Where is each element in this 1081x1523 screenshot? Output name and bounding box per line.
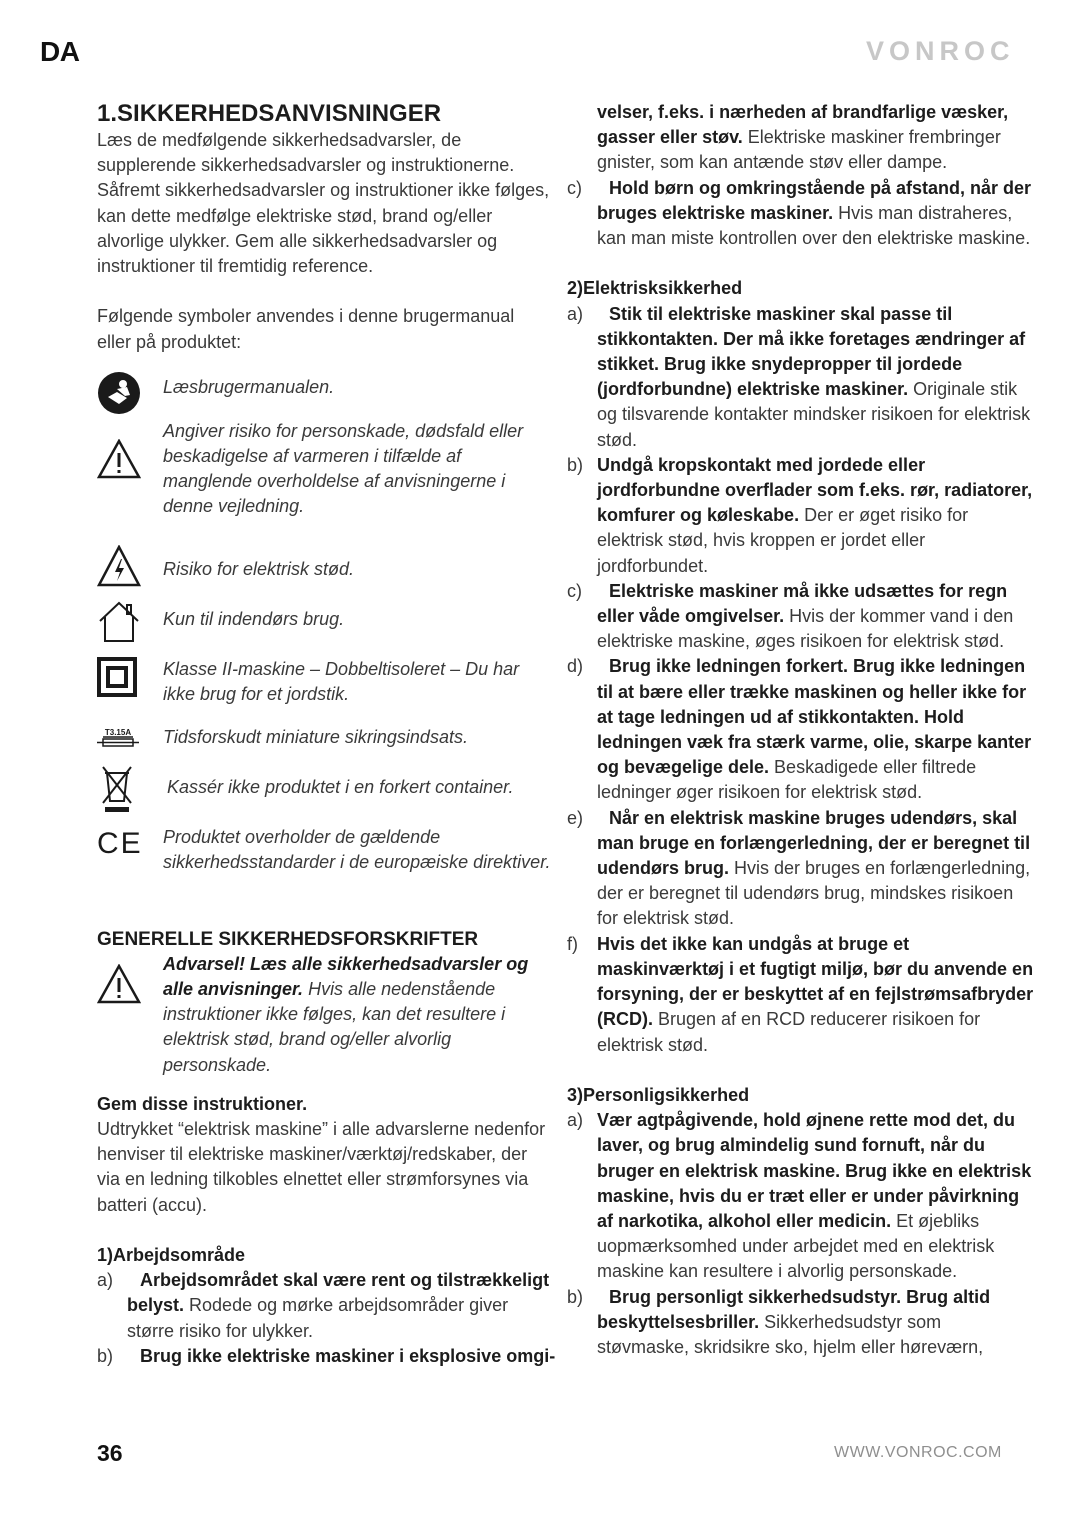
fuse-icon-label: T3.15A	[104, 727, 132, 737]
symbol-text: Risiko for elektrisk stød.	[163, 558, 355, 579]
warning-icon	[97, 439, 141, 479]
warning-icon	[97, 964, 141, 1004]
symbol-row-weee	[97, 763, 552, 815]
symbol-text: Kassér ikke produktet i en forkert container.	[167, 776, 514, 797]
electric-shock-icon	[97, 545, 141, 587]
language-code: DA	[40, 36, 80, 67]
symbol-row-fuse	[97, 713, 552, 763]
general-warning-bold: Advarsel! Læs alle sikkerhedsadvarsler og alle anvisninger.	[163, 953, 529, 1000]
ce-mark-icon: CE	[97, 826, 143, 860]
symbol-row-warning	[97, 419, 552, 545]
symbol-row-indoor	[97, 595, 552, 645]
symbol-text: Klasse II-maskine – Dobbeltisoleret – Du har ikke brug for et jordstik.	[163, 658, 520, 705]
general-warning-row	[97, 952, 552, 1078]
website-url: WWW.VONROC.COM	[834, 1444, 1002, 1461]
list-item: e) Når en elektrisk maskine bruges udendørs, skal man bruge en forlængerledning, der er beregnet til udendørs brug. Hvis der bruges en forlængerledning, der er beregnet til udendørs brug, mindskes risikoen for elektrisk stød.	[567, 807, 1031, 929]
symbol-row-class-ii	[97, 645, 552, 713]
fuse-icon	[97, 727, 139, 749]
list-item: d) Brug ikke ledningen forkert. Brug ikke ledningen til at bære eller trække maskinen og heller ikke for at tage ledningen ud af stikkontakten. Hold ledningen væk fra stærk varme, olie, skarpe kanter og bevægelige dele. Beskadigede eller filtrede ledninger øger risikoen for elektrisk stød.	[567, 656, 1032, 803]
read-manual-icon	[97, 371, 141, 415]
symbols-intro: Følgende symboler anvendes i denne brugermanual eller på produktet:	[97, 306, 515, 352]
weee-bin-icon	[101, 765, 133, 813]
class-ii-icon	[97, 657, 137, 697]
list-item: f) Hvis det ikke kan undgås at bruge et maskinværktøj i et fugtigt miljø, bør du anvende en forsyning, der er beskyttet af en fejlstrømsafbryder (RCD). Brugen af en RCD reducerer risikoen for elektrisk stød.	[567, 933, 1034, 1055]
symbol-text: Angiver risiko for personskade, dødsfald eller beskadigelse af varmeren i tilfælde af manglende overholdelse af anvisningerne i denne vejledning.	[163, 420, 524, 517]
general-safety-title: GENERELLE SIKKERHEDSFORSKRIFTER	[97, 928, 479, 950]
symbol-text: Tidsforskudt miniature sikringsindsats.	[163, 726, 468, 747]
list-item: b) Undgå kropskontakt med jordede eller jordforbundne overflader som f.eks. rør, radiatorer, komfurer og køleskabe. Der er øget risiko for elektrisk stød, hvis kroppen er jordet eller jordforbundet.	[567, 454, 1033, 576]
list-item-continued: velser, f.eks. i nærheden af brandfarlige væsker, gasser eller støv. Elektriske maskiner frembringer gnister, som kan antænde støv eller dampe.	[597, 102, 1009, 173]
intro-paragraph: Læs de medfølgende sikkerhedsadvarsler, de supplerende sikkerhedsadvarsler og instruktionerne. Såfremt sikkerhedsadvarsler og instruktioner ikke følges, kan dette medfølge elektriske stød, brand og/eller alvorlige ulykker. Gem alle sikkerhedsadvarsler og instruktioner til fremtidig reference.	[97, 130, 550, 277]
general-warning-text: Hvis alle nedenstående instruktioner ikke følges, kan det resultere i elektrisk stød, brand og/eller alvorlig personskade.	[163, 979, 506, 1075]
section-title: 1.SIKKERHEDSANVISNINGER	[97, 100, 442, 127]
symbol-text: Produktet overholder de gældende sikkerhedsstandarder i de europæiske direktiver.	[163, 826, 551, 873]
symbol-row-electric	[97, 545, 552, 595]
list-item: a) Arbejdsområdet skal være rent og tilstrækkeligt belyst. Rodede og mørke arbejdsområder giver større risiko for ulykker.	[97, 1270, 550, 1341]
list-item: b) Brug ikke elektriske maskiner i eksplosive omgi-	[97, 1345, 556, 1366]
work-area-title: 1)Arbejdsområde	[97, 1245, 246, 1266]
list-item: c) Hold børn og omkringstående på afstand, når der bruges elektriske maskiner. Hvis man distraheres, kan man miste kontrollen over den elektriske maskine.	[567, 177, 1032, 249]
left-column	[97, 100, 556, 1369]
symbol-text: Kun til indendørs brug.	[163, 608, 345, 629]
list-item: c) Elektriske maskiner må ikke udsættes for regn eller våde omgivelser. Hvis der kommer vand i den elektriske maskine, øges risikoen for elektrisk stød.	[567, 580, 1014, 652]
right-column	[567, 100, 1037, 1360]
list-item: b) Brug personligt sikkerhedsudstyr. Brug altid beskyttelsesbriller. Sikkerhedsudstyr som støvmaske, skridsikre sko, hjelm eller høreværn,	[567, 1286, 991, 1357]
save-instructions-text: Udtrykket “elektrisk maskine” i alle advarslerne nedenfor henviser til elektriske maskiner/værktøj/redskaber, der via en ledning tilkobles elnettet eller strømforsynes via batteri (accu).	[97, 1119, 546, 1215]
symbol-row-ce	[97, 815, 552, 908]
page-number: 36	[97, 1440, 123, 1466]
save-instructions-title: Gem disse instruktioner.	[97, 1093, 308, 1114]
brand-logo: VONROC	[866, 36, 1015, 66]
electrical-safety-title: 2)Elektrisksikkerhed	[567, 278, 743, 299]
indoor-use-icon	[97, 599, 141, 643]
personal-safety-title: 3)Personligsikkerhed	[567, 1084, 750, 1105]
symbol-text: Læsbrugermanualen.	[163, 376, 335, 397]
list-item: a) Stik til elektriske maskiner skal passe til stikkontakten. Der må ikke foretages ændringer af stikket. Brug ikke snydepropper til jordede (jordforbundne) elektriske maskiner. Originale stik og tilsvarende kontakter mindsker risikoen for elektrisk stød.	[567, 303, 1031, 450]
list-item: a) Vær agtpågivende, hold øjnene rette mod det, du laver, og brug almindelig sund fornuft, når du bruger en elektrisk maskine. Brug ikke en elektrisk maskine, hvis du er træt eller er under påvirkning af narkotika, alkohol eller medicin. Et øjebliks uopmærksomhed under arbejdet med en elektrisk maskine kan resultere i alvorlig personskade.	[567, 1110, 1032, 1282]
symbol-row-read-manual	[97, 369, 552, 419]
